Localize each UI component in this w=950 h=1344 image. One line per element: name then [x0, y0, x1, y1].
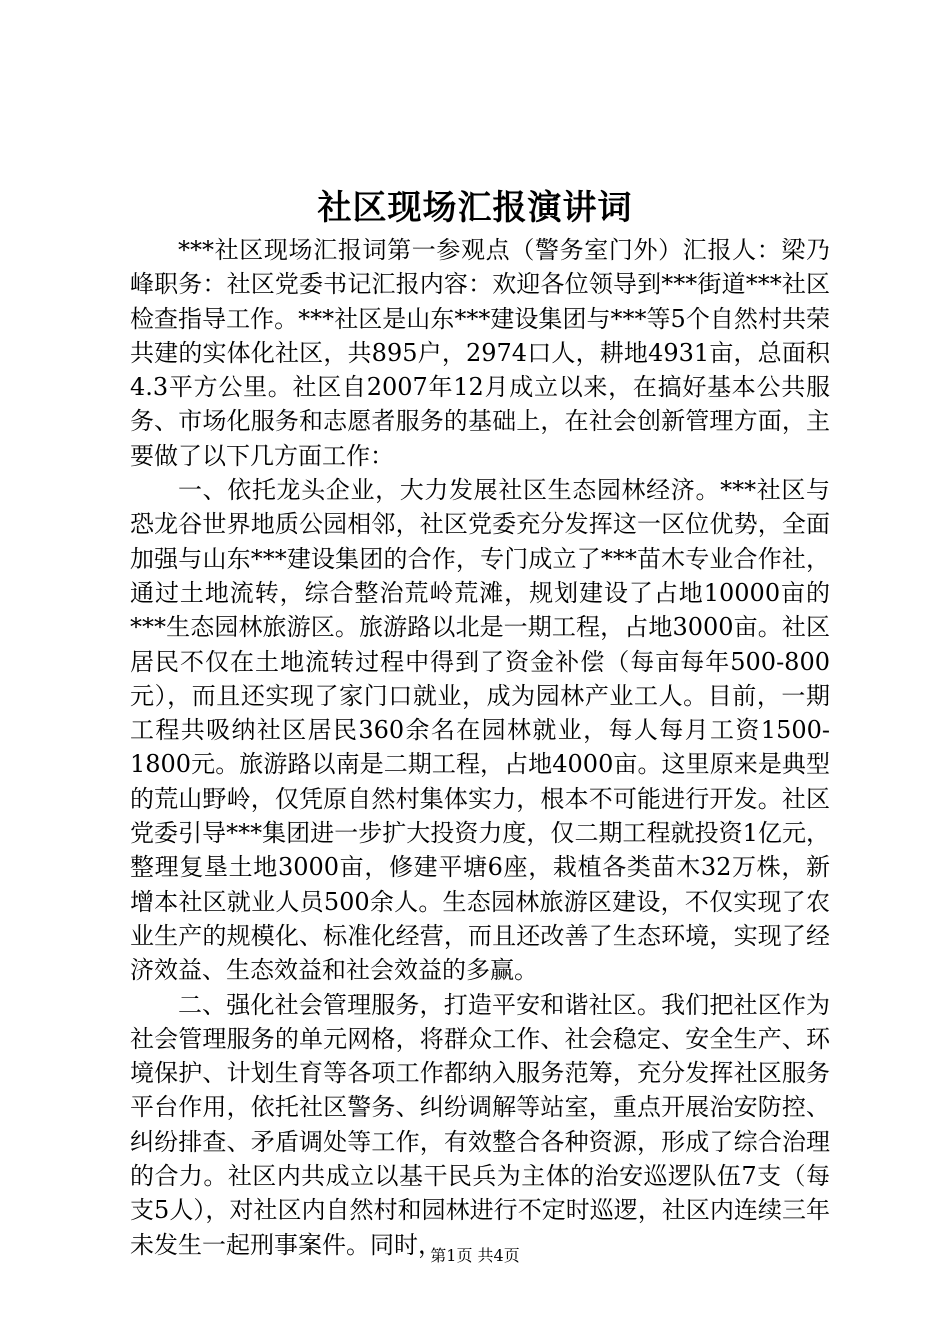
document-title: 社区现场汇报演讲词 — [317, 188, 633, 228]
page-footer: 第1页 共4页 — [430, 1246, 520, 1265]
paragraph-intro: ***社区现场汇报词第一参观点（警务室门外）汇报人：梁乃峰职务：社区党委书记汇报内容：欢迎各位领导到***街道***社区检查指导工作。***社区是山东***建设集团与***等5个自然村共荣共建的实体化社区，共895户，2974口人，耕地4931亩，总面积4.3平方公里。社区自2007年12月成立以来，在搞好基本公共服务、市场化服务和志愿者服务的基础上，在社会创新管理方面，主要做了以下几方面工作： — [130, 236, 830, 470]
document-body — [130, 233, 830, 1262]
paragraph-section-2: 二、强化社会管理服务，打造平安和谐社区。我们把社区作为社会管理服务的单元网格，将群众工作、社会稳定、安全生产、环境保护、计划生育等各项工作都纳入服务范筹，充分发挥社区服务平台作用，依托社区警务、纠纷调解等站室，重点开展治安防控、纠纷排查、矛盾调处等工作，有效整合各种资源，形成了综合治理的合力。社区内共成立以基干民兵为主体的治安巡逻队伍7支（每支5人），对社区内自然村和园林进行不定时巡逻，社区内连续三年未发生一起刑事案件。同时， — [130, 990, 830, 1259]
paragraph-section-1: 一、依托龙头企业，大力发展社区生态园林经济。***社区与恐龙谷世界地质公园相邻，社区党委充分发挥这一区位优势，全面加强与山东***建设集团的合作，专门成立了***苗木专业合作社，通过土地流转，综合整治荒岭荒滩，规划建设了占地10000亩的***生态园林旅游区。旅游路以北是一期工程，占地3000亩。社区居民不仅在土地流转过程中得到了资金补偿（每亩每年500-800元），而且还实现了家门口就业，成为园林产业工人。目前，一期工程共吸纳社区居民360余名在园林就业，每人每月工资1500-1800元。旅游路以南是二期工程，占地4000亩。这里原来是典型的荒山野岭，仅凭原自然村集体实力，根本不可能进行开发。社区党委引导***集团进一步扩大投资力度，仅二期工程就投资1亿元，整理复垦土地3000亩，修建平塘6座，栽植各类苗木32万株，新增本社区就业人员500余人。生态园林旅游区建设，不仅实现了农业生产的规模化、标准化经营，而且还改善了生态环境，实现了经济效益、生态效益和社会效益的多赢。 — [130, 476, 830, 985]
